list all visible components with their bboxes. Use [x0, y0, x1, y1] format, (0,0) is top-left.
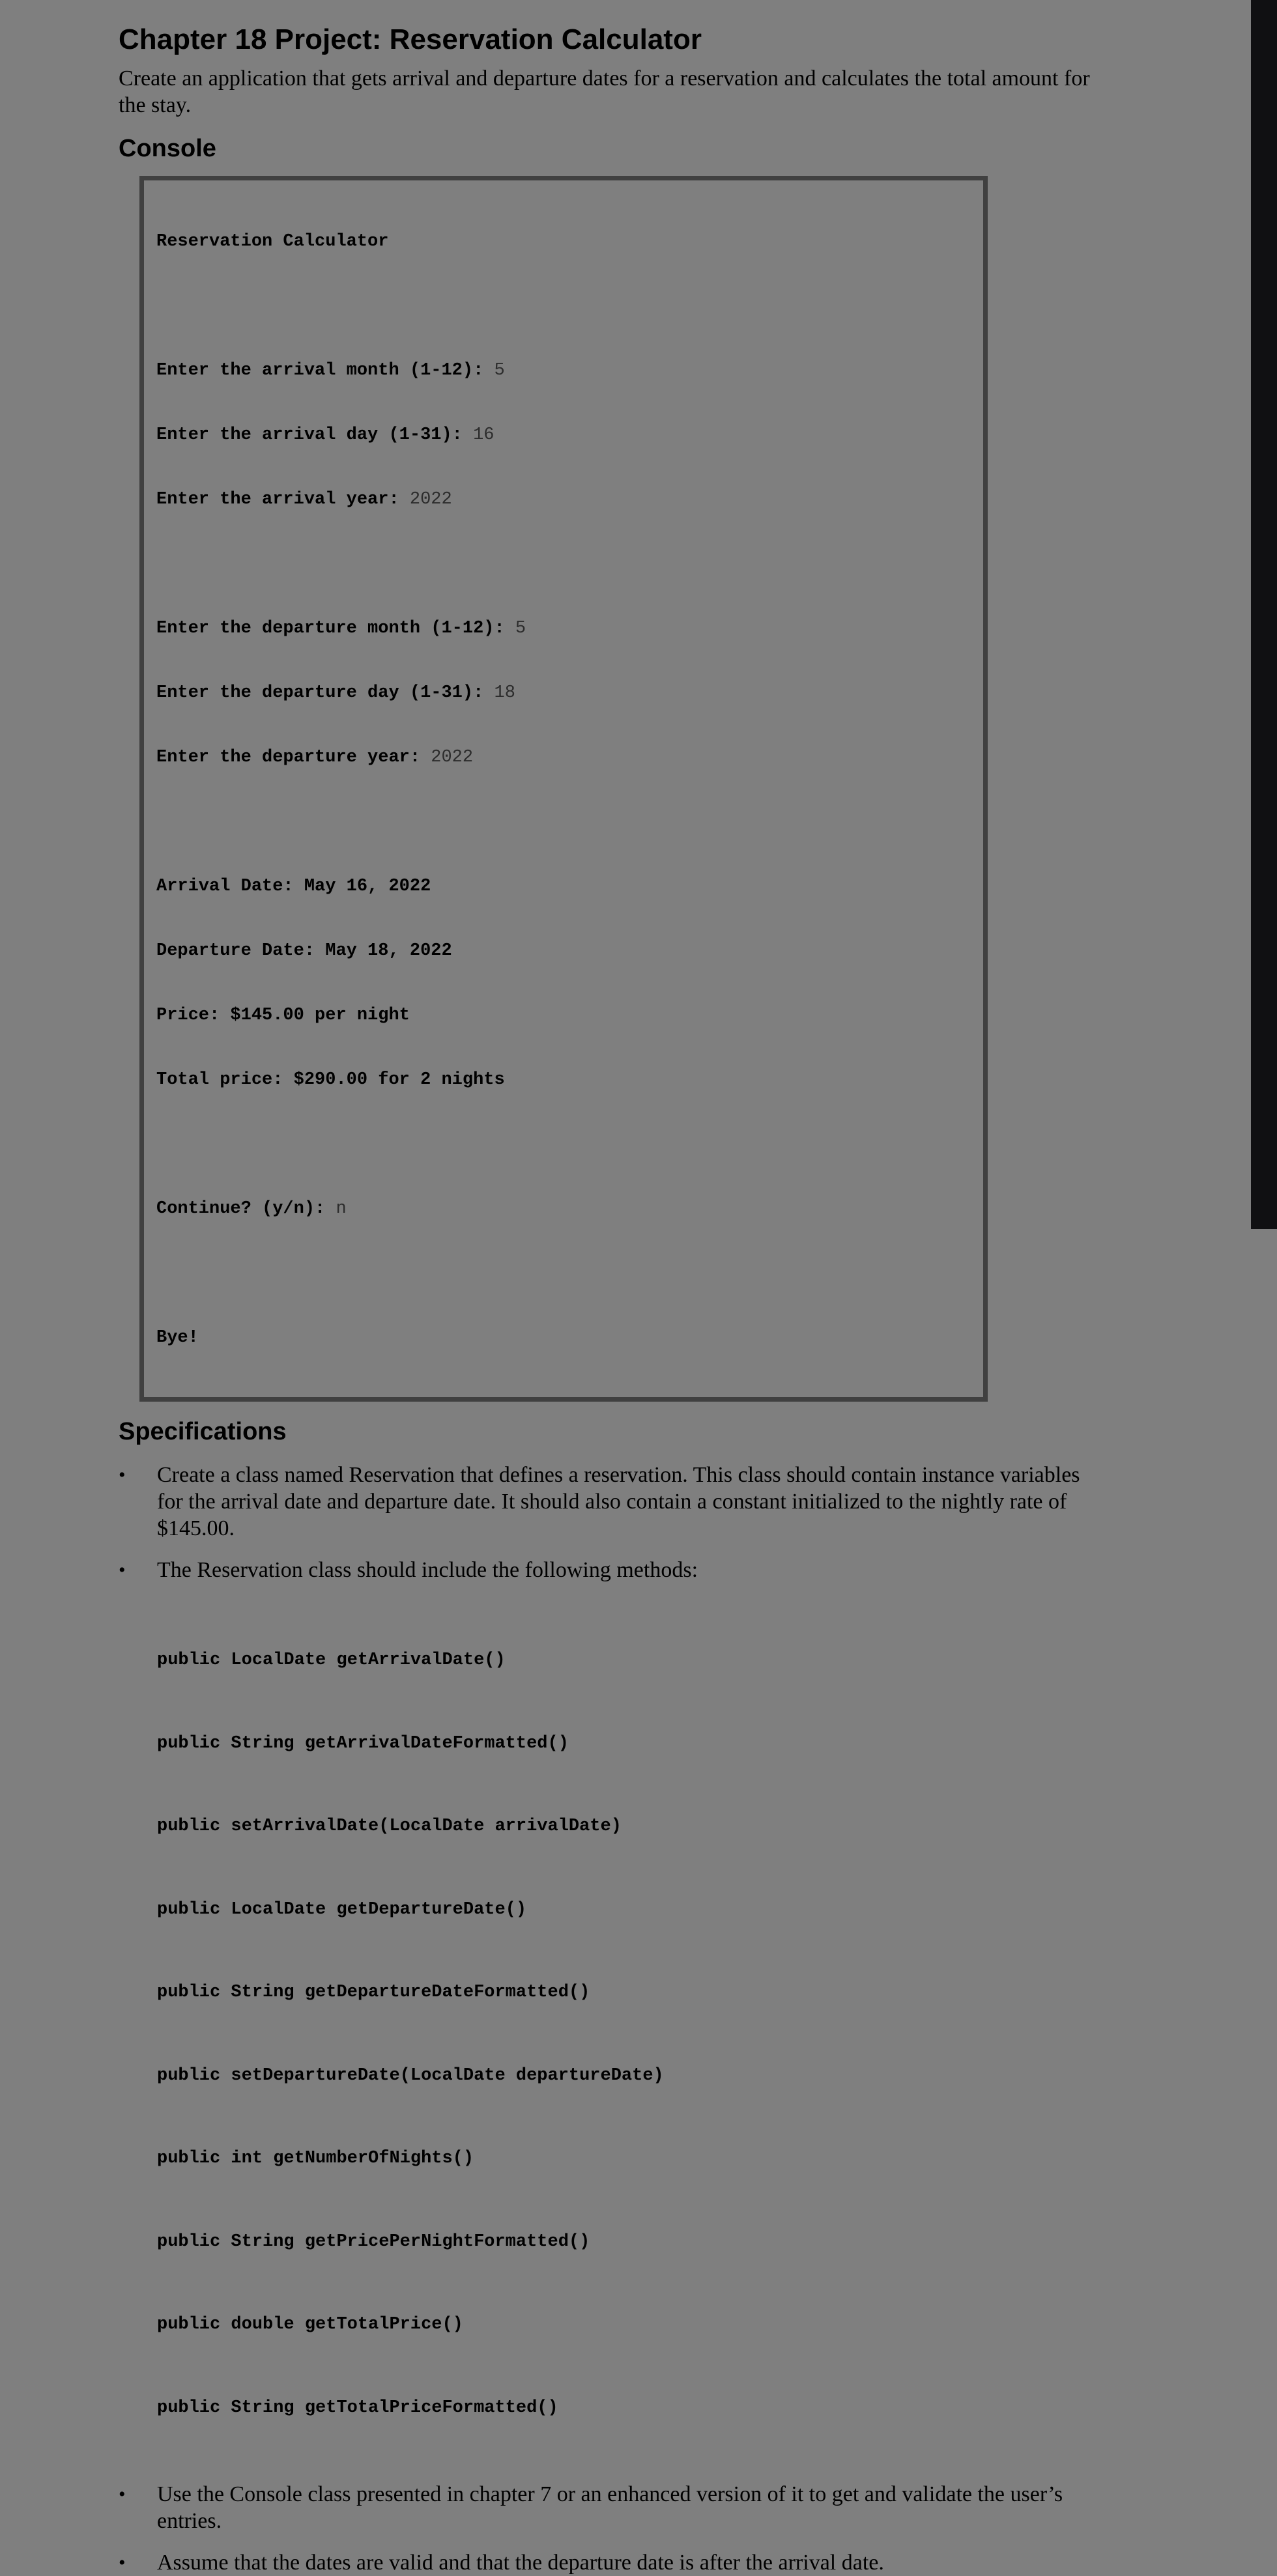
method-signature: public LocalDate getDepartureDate() — [157, 1899, 527, 1919]
console-bye-line: Bye! — [156, 1328, 199, 1348]
method-signature: public String getPricePerNightFormatted() — [157, 2231, 590, 2252]
console-price-line: Price: $145.00 per night — [156, 1006, 410, 1025]
console-heading: Console — [119, 135, 216, 162]
method-signature-list — [157, 1591, 1109, 2477]
method-signature: public String getTotalPriceFormatted() — [157, 2398, 558, 2418]
specifications-list — [119, 1462, 1109, 2576]
spec-item: • The Reservation class should include the following methods: public LocalDate getArrivalDate() public String getArrivalDateFormatted() public setArrivalDate(LocalDate arrivalDate) public LocalDate getDepartureDate() public String getDepartureDateFormatted() public setDepartureDate(LocalDate departureDate) public int getNumberOfNights() public String getPricePerNightFormatted() public double getTotalPrice() public String getTotalPriceFormatted() — [119, 1557, 1109, 2477]
console-arrival-month-line: Enter the arrival month (1-12): 5 — [156, 361, 505, 380]
console-arrival-year-line: Enter the arrival year: 2022 — [156, 490, 452, 509]
method-signature: public LocalDate getArrivalDate() — [157, 1650, 506, 1670]
console-header: Reservation Calculator — [156, 232, 389, 251]
bullet-icon: • — [119, 2484, 126, 2505]
specifications-heading: Specifications — [119, 1418, 287, 1445]
method-signature: public int getNumberOfNights() — [157, 2149, 474, 2168]
method-signature: public String getArrivalDateFormatted() — [157, 1733, 569, 1753]
method-signature: public double getTotalPrice() — [157, 2315, 463, 2334]
method-signature: public setArrivalDate(LocalDate arrivalDate) — [157, 1817, 622, 1836]
bullet-icon: • — [119, 1559, 126, 1581]
spec-item: • Assume that the dates are valid and that the departure date is after the arrival date. — [119, 2551, 884, 2575]
console-arrival-date-line: Arrival Date: May 16, 2022 — [156, 877, 431, 896]
console-departure-date-line: Departure Date: May 18, 2022 — [156, 941, 452, 961]
page-title: Chapter 18 Project: Reservation Calculator — [119, 23, 702, 55]
method-signature: public String getDepartureDateFormatted() — [157, 1983, 590, 2002]
console-output-box — [139, 176, 988, 1402]
method-signature: public setDepartureDate(LocalDate departureDate) — [157, 2065, 664, 2086]
spec-item: • Use the Console class presented in chapter 7 or an enhanced version of it to get and validate the user’s entries. — [119, 2482, 1063, 2533]
intro-paragraph: Create an application that gets arrival and departure dates for a reservation and calculates the total amount for the stay. — [119, 66, 1090, 117]
window-edge-strip — [1251, 0, 1277, 1229]
console-departure-year-line: Enter the departure year: 2022 — [156, 748, 474, 767]
document-page — [119, 20, 1109, 2576]
bullet-icon: • — [119, 1464, 126, 1486]
console-total-line: Total price: $290.00 for 2 nights — [156, 1070, 505, 1090]
console-departure-month-line: Enter the departure month (1-12): 5 — [156, 619, 526, 638]
bullet-icon: • — [119, 2552, 126, 2573]
spec-item: • Create a class named Reservation that defines a reservation. This class should contain instance variables for the arrival date and departure date. It should also contain a constant initialized to the nightly rate of $145.00. — [119, 1463, 1080, 1540]
console-departure-day-line: Enter the departure day (1-31): 18 — [156, 683, 515, 703]
console-arrival-day-line: Enter the arrival day (1-31): 16 — [156, 425, 495, 445]
console-continue-line: Continue? (y/n): n — [156, 1199, 347, 1219]
